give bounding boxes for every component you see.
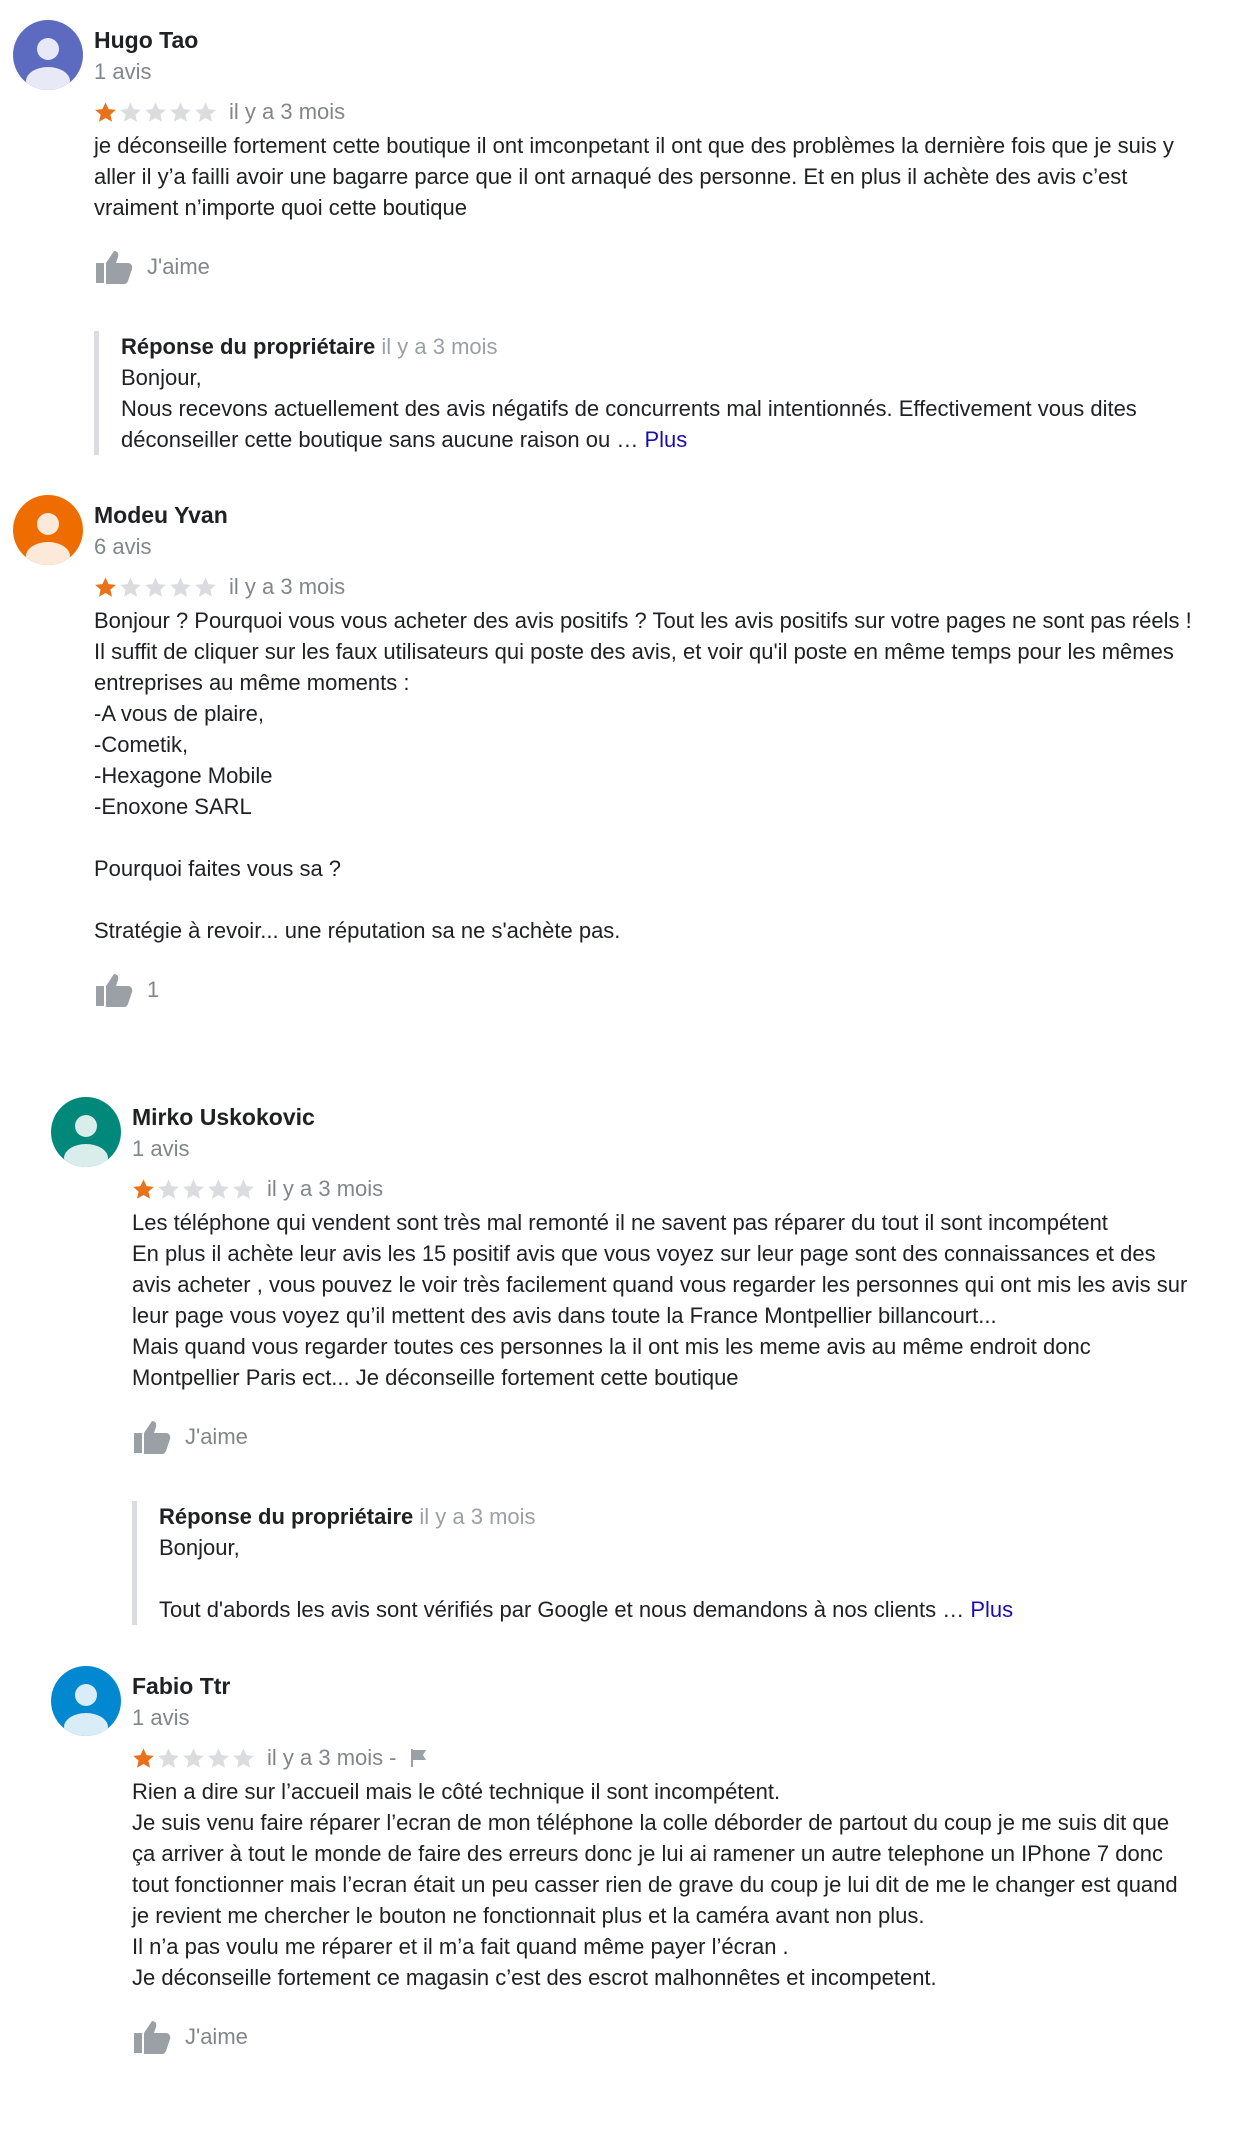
person-icon [13,495,83,565]
thumbs-up-icon [132,1419,172,1455]
date-separator: - [389,1745,397,1770]
star-empty-icon [144,101,167,124]
person-icon [13,20,83,90]
like-label: J'aime [147,254,210,279]
like-button[interactable] [132,2017,1196,2057]
person-icon [51,1666,121,1736]
review-body [132,1097,1196,1625]
like-label: J'aime [185,1424,248,1449]
star-rating [132,1178,255,1201]
review-count[interactable]: 1 avis [94,59,152,84]
avatar[interactable] [13,495,83,565]
owner-reply-title: Réponse du propriétaire [159,1504,414,1529]
star-empty-icon [194,576,217,599]
star-empty-icon [207,1178,230,1201]
star-empty-icon [182,1178,205,1201]
review-date: il y a 3 mois [267,1745,384,1770]
owner-reply-text [121,362,1196,455]
star-empty-icon [207,1747,230,1770]
like-label: J'aime [185,2024,248,2049]
avatar[interactable] [13,20,83,90]
star-empty-icon [157,1178,180,1201]
review-author[interactable]: Mirko Uskokovic [132,1104,315,1130]
flag-icon[interactable] [408,1747,430,1769]
avatar[interactable] [51,1097,121,1167]
review-count[interactable]: 6 avis [94,534,152,559]
like-button[interactable] [94,247,1196,287]
review-text: Rien a dire sur l’accueil mais le côté technique il sont incompétent. Je suis venu faire réparer l’ecran de mon téléphone la colle déborder de partout du coup je me suis dit que ça arriver à tout le monde de faire des erreurs donc je lui ai ramener un autre telephone un IPhone 7 donc tout fonctionner mais l’ecran était un peu casser rien de grave du coup je lui dit de me le changer est quand je revient me chercher le bouton ne fonctionnait plus et la caméra avant non plus. Il n’a pas voulu me réparer et il m’a fait quand même payer l’écran . Je déconseille fortement ce magasin c’est des escrot malhonnêtes et incompetent. [132,1779,1178,1990]
star-empty-icon [194,101,217,124]
review-body [132,1666,1196,2057]
star-empty-icon [119,101,142,124]
review-author[interactable]: Modeu Yvan [94,502,228,528]
owner-reply-text [159,1532,1196,1625]
owner-reply-body: Bonjour, Tout d'abords les avis sont vérifiés par Google et nous demandons à nos clients … [159,1535,965,1622]
review-author[interactable]: Hugo Tao [94,27,199,53]
owner-reply-title: Réponse du propriétaire [121,334,376,359]
star-filled-icon [132,1178,155,1201]
star-filled-icon [94,576,117,599]
review-meta [132,1175,1196,1203]
owner-reply [132,1501,1196,1625]
review-date: il y a 3 mois [229,99,346,124]
owner-reply [94,331,1196,455]
review-text: je déconseille fortement cette boutique il ont imconpetant il ont que des problèmes la dernière fois que je suis y aller il y’a failli avoir une bagarre parce que il ont arnaqué des personne. Et en plus il achète des avis c’est vraiment n’importe quoi cette boutique [94,133,1180,220]
review-meta [94,573,1196,601]
star-empty-icon [169,101,192,124]
like-button[interactable] [94,970,1196,1010]
star-empty-icon [232,1747,255,1770]
person-icon [51,1097,121,1167]
like-button[interactable] [132,1417,1196,1457]
owner-reply-date: il y a 3 mois [419,1504,536,1529]
star-rating [94,576,217,599]
star-empty-icon [232,1178,255,1201]
star-filled-icon [132,1747,155,1770]
review-meta [132,1744,1196,1772]
owner-reply-date: il y a 3 mois [381,334,498,359]
avatar[interactable] [51,1666,121,1736]
review-author[interactable]: Fabio Ttr [132,1673,231,1699]
review-text: Les téléphone qui vendent sont très mal remonté il ne savent pas réparer du tout il sont incompétent En plus il achète leur avis les 15 positif avis que vous voyez sur leur page sont des connaissances et des avis acheter , vous pouvez le voir très facilement quand vous regarder les personnes qui ont mis les avis sur leur page vous voyez qu’il mettent des avis dans toute la France Montpellier billancourt... Mais quand vous regarder toutes ces personnes la il ont mis les meme avis au même endroit donc Montpellier Paris ect... Je déconseille fortement cette boutique [132,1210,1188,1390]
thumbs-up-icon [132,2019,172,2055]
star-empty-icon [119,576,142,599]
review-body [94,495,1196,1010]
review-count[interactable]: 1 avis [132,1705,190,1730]
review-date: il y a 3 mois [229,574,346,599]
star-filled-icon [94,101,117,124]
like-count: 1 [147,977,160,1002]
more-link[interactable]: Plus [644,427,688,452]
star-rating [94,101,217,124]
review-text: Bonjour ? Pourquoi vous vous acheter des avis positifs ? Tout les avis positifs sur votre pages ne sont pas réels ! Il suffit de cliquer sur les faux utilisateurs qui poste des avis, et voir qu'il poste en même temps pour les mêmes entreprises au même moments : -A vous de plaire, -Cometik, -Hexagone Mobile -Enoxone SARL Pourquoi faites vous sa ? Stratégie à revoir... une réputation sa ne s'achète pas. [94,608,1192,943]
more-link[interactable]: Plus [970,1597,1014,1622]
star-empty-icon [157,1747,180,1770]
review-count[interactable]: 1 avis [132,1136,190,1161]
star-rating [132,1747,255,1770]
owner-reply-body: Bonjour, Nous recevons actuellement des avis négatifs de concurrents mal intentionnés. Effectivement vous dites déconseiller cette boutique sans aucune raison ou … [121,365,1137,452]
review-meta [94,98,1196,126]
star-empty-icon [182,1747,205,1770]
star-empty-icon [144,576,167,599]
thumbs-up-icon [94,972,134,1008]
thumbs-up-icon [94,249,134,285]
review-body [94,20,1196,455]
star-empty-icon [169,576,192,599]
review-date: il y a 3 mois [267,1176,384,1201]
